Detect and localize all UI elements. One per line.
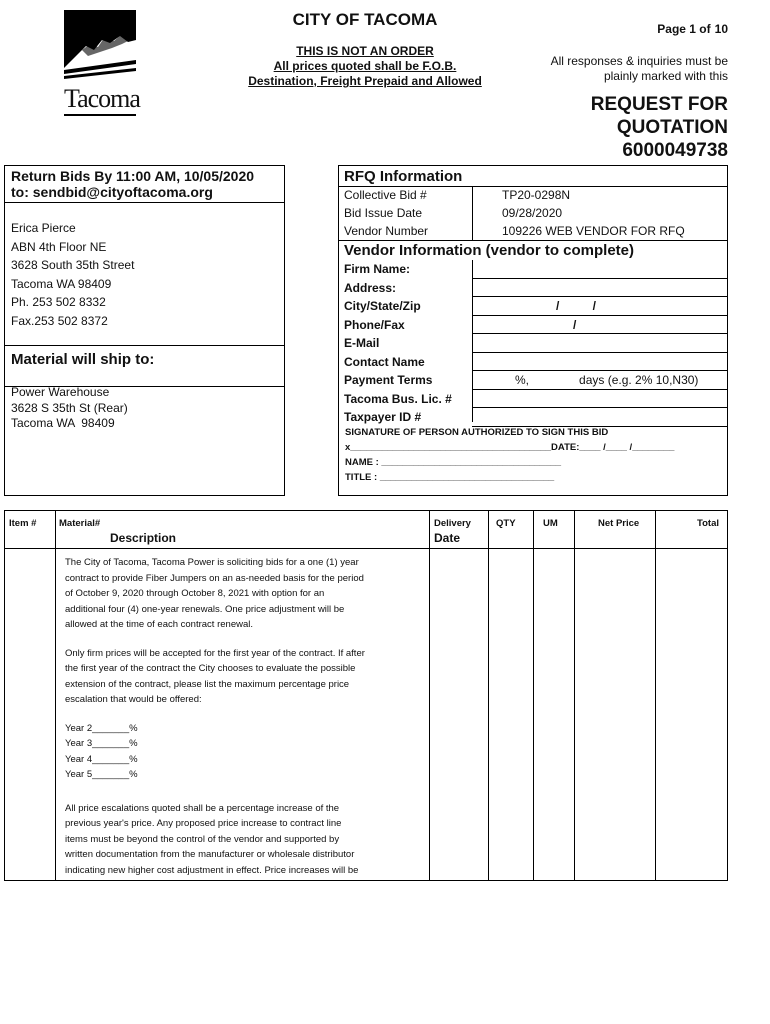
logo-wordmark: Tacoma — [64, 84, 136, 116]
header-item: Item # — [9, 518, 37, 529]
description-paragraph: The City of Tacoma, Tacoma Power is soliciting bids for a one (1) year contract to provide Fiber Jumpers on an as-needed basis for the period of October 9, 2020 through October 8, 2021 with option for an additional four (4) one-year renewals. One price adjustment will be allowed at the time of each contract renewal. — [65, 557, 364, 630]
description-paragraph: Only firm prices will be accepted for the first year of the contract. If after the first year of the contract the City chooses to evaluate the possible extension of the contract, please list the maximum percentage price escalation that would be offered: — [65, 647, 365, 705]
logo-mountain-icon — [64, 10, 136, 82]
field-separator: / — [573, 317, 577, 332]
rfq-value: TP20-0298N — [502, 188, 571, 202]
header-qty: QTY — [496, 518, 516, 529]
field-label: Taxpayer ID # — [344, 410, 422, 424]
field-label: Tacoma Bus. Lic. # — [344, 391, 452, 406]
rfq-row-issue-date — [339, 204, 727, 222]
column-divider — [533, 511, 534, 880]
line-items-table — [4, 510, 728, 881]
freight-line: Destination, Freight Prepaid and Allowed — [248, 74, 482, 88]
column-divider — [488, 511, 489, 880]
column-divider — [574, 511, 575, 880]
rfq-value: 09/28/2020 — [502, 206, 563, 220]
not-order-line: THIS IS NOT AN ORDER — [296, 44, 434, 58]
return-bids-deadline: Return Bids By 11:00 AM, 10/05/2020 — [11, 168, 255, 184]
rfq-label: Bid Issue Date — [344, 206, 423, 220]
fob-line: All prices quoted shall be F.O.B. — [273, 59, 457, 73]
rfq-title — [520, 93, 728, 162]
responses-note-line: plainly marked with this — [603, 69, 728, 83]
rfq-vendor-box — [338, 165, 728, 496]
buyer-contact — [11, 219, 134, 330]
city-state-zip-field[interactable] — [339, 297, 727, 316]
taxpayer-id-field[interactable] — [339, 408, 727, 427]
signature-line[interactable]: x______________________________________DATE:____ /____ /________ — [345, 442, 675, 453]
header-material: Material# — [59, 518, 101, 529]
rfq-row-vendor-number — [339, 222, 727, 240]
header-delivery: Delivery — [434, 518, 471, 529]
city-title: CITY OF TACOMA — [292, 10, 438, 29]
escalation-years: Year 2_______% Year 3_______% Year 4_______% Year 5_______% — [65, 722, 138, 780]
return-bids-email: to: sendbid@cityoftacoma.org — [11, 184, 213, 200]
field-label: Phone/Fax — [344, 317, 405, 332]
page-total: 10 — [714, 22, 728, 36]
rfq-title-line: REQUEST FOR — [590, 94, 728, 115]
return-bids-heading — [5, 166, 284, 203]
contact-line: 3628 South 35th Street — [11, 258, 135, 272]
city-logo — [64, 10, 140, 114]
firm-name-field[interactable] — [339, 260, 727, 279]
field-separators: / / — [556, 299, 597, 313]
header-divider — [5, 548, 727, 549]
header-description: Description — [110, 531, 177, 545]
responses-note — [520, 54, 728, 84]
ship-line: Tacoma WA 98409 — [11, 416, 115, 430]
address-field[interactable] — [339, 279, 727, 298]
rfq-label: Collective Bid # — [344, 188, 427, 202]
rfq-label: Vendor Number — [344, 224, 429, 238]
payment-terms-field[interactable] — [339, 371, 727, 390]
field-label: City/State/Zip — [344, 299, 421, 313]
contact-name-field[interactable] — [339, 353, 727, 372]
rfq-info-heading: RFQ Information — [344, 168, 463, 185]
name-line[interactable]: NAME : __________________________________ — [345, 457, 562, 468]
column-divider — [55, 511, 56, 880]
rfq-value: 109226 WEB VENDOR FOR RFQ — [502, 224, 685, 238]
contact-line: ABN 4th Floor NE — [11, 239, 107, 254]
field-label: E-Mail — [344, 336, 380, 350]
business-license-field[interactable] — [339, 390, 727, 409]
header-net-price: Net Price — [598, 518, 640, 529]
responses-note-line: All responses & inquiries must be — [550, 54, 728, 68]
contact-line: Fax.253 502 8372 — [11, 313, 108, 328]
signature-block — [345, 425, 674, 485]
email-field[interactable] — [339, 334, 727, 353]
header-um: UM — [543, 518, 558, 529]
page-indicator — [600, 22, 728, 36]
ship-line: 3628 S 35th St (Rear) — [11, 400, 128, 415]
signature-heading: SIGNATURE OF PERSON AUTHORIZED TO SIGN THIS BID — [345, 427, 609, 438]
ship-to-address — [11, 385, 128, 432]
rfq-row-collective-bid — [339, 186, 727, 204]
page-label: Page 1 of — [657, 22, 711, 36]
item-description — [65, 555, 445, 891]
rfq-title-line: QUOTATION — [616, 117, 728, 138]
rfq-number: 6000049738 — [622, 140, 728, 161]
description-paragraph: All price escalations quoted shall be a percentage increase of the previous year's price. Any proposed price increase to contract line items must be beyond the control of the vendor and supported by written documentation from the manufacturer or wholesale distributor indicating new higher cost adjustment in effect. Price increases will be — [65, 802, 359, 876]
payment-terms-hint: %, days (e.g. 2% 10,N30) — [515, 373, 699, 387]
ship-to-heading: Material will ship to: — [5, 345, 284, 387]
phone-fax-field[interactable] — [339, 316, 727, 335]
header-date: Date — [434, 531, 461, 545]
not-order-notice — [230, 44, 500, 89]
header-total: Total — [697, 518, 719, 529]
contact-line: Erica Pierce — [11, 221, 76, 235]
field-label: Firm Name: — [344, 262, 411, 276]
return-bids-box — [4, 165, 285, 496]
contact-line: Ph. 253 502 8332 — [11, 295, 106, 309]
column-divider — [655, 511, 656, 880]
ship-line: Power Warehouse — [11, 385, 110, 399]
title-line[interactable]: TITLE : _________________________________ — [345, 472, 555, 483]
field-label: Address: — [344, 280, 397, 295]
field-label: Contact Name — [344, 354, 425, 369]
field-label: Payment Terms — [344, 373, 433, 387]
contact-line: Tacoma WA 98409 — [11, 276, 112, 291]
vendor-info-heading: Vendor Information (vendor to complete) — [339, 240, 727, 260]
